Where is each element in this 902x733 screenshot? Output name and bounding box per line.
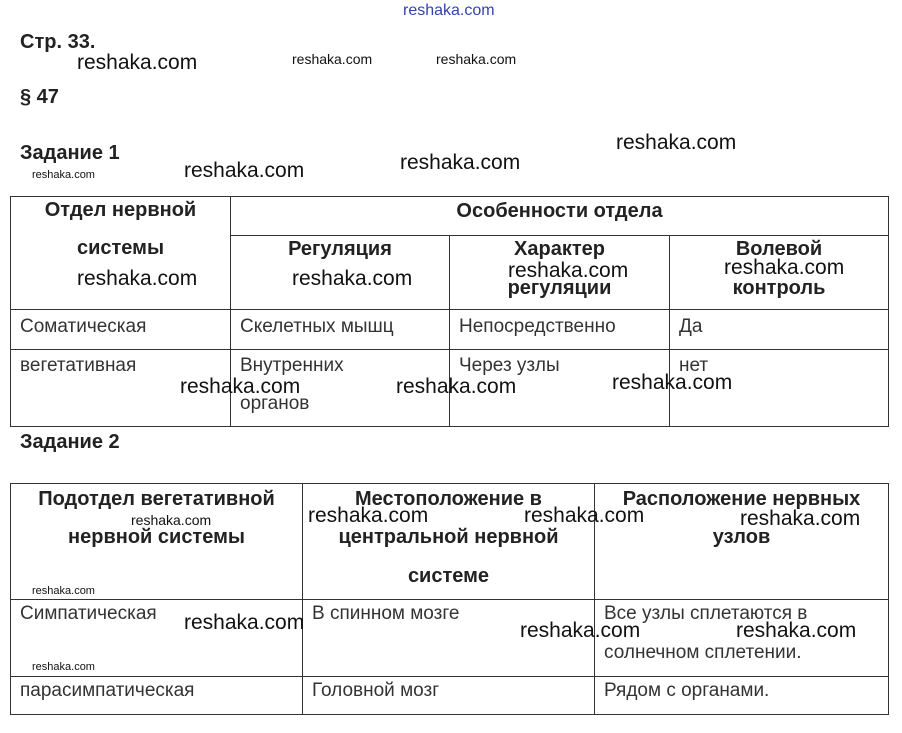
watermark: reshaka.com	[77, 267, 198, 290]
watermark: reshaka.com	[180, 375, 301, 398]
task2-title: Задание 2	[20, 431, 120, 453]
watermark: reshaka.com	[292, 267, 413, 290]
watermark: reshaka.com	[524, 504, 645, 527]
watermark: reshaka.com	[396, 375, 517, 398]
watermark: reshaka.com	[520, 619, 641, 642]
header-subdept: Подотдел вегетативной нервной системы	[11, 484, 303, 600]
table-row: Симпатическая В спинном мозге Все узлы сплетаются в солнечном сплетении.	[11, 600, 889, 677]
watermark-top: reshaka.com	[403, 2, 495, 19]
watermark: reshaka.com	[32, 661, 95, 673]
watermark: reshaka.com	[292, 51, 373, 67]
watermark: reshaka.com	[77, 51, 198, 74]
table-row: парасимпатическая Головной мозг Рядом с органами.	[11, 677, 889, 715]
page-number: Стр. 33.	[20, 31, 96, 53]
task1-title: Задание 1	[20, 142, 120, 164]
watermark: reshaka.com	[184, 611, 305, 634]
table-row: вегетативная Внутренних органов Через узлы нет	[11, 350, 889, 427]
watermark: reshaka.com	[724, 256, 845, 279]
header-character: Характер регуляции	[450, 236, 670, 310]
watermark: reshaka.com	[740, 507, 861, 530]
watermark: reshaka.com	[308, 504, 429, 527]
header-regulation: Регуляция	[231, 236, 450, 310]
watermark: reshaka.com	[736, 619, 857, 642]
watermark: reshaka.com	[436, 51, 517, 67]
header-dept: Отдел нервной системы	[11, 197, 231, 310]
watermark: reshaka.com	[184, 159, 305, 182]
header-nodes: Расположение нервных узлов	[595, 484, 889, 600]
header-control: Волевой контроль	[670, 236, 889, 310]
header-location: Местоположение в центральной нервной системе	[303, 484, 595, 600]
watermark: reshaka.com	[32, 169, 95, 181]
watermark: reshaka.com	[508, 259, 629, 282]
watermark: reshaka.com	[32, 585, 95, 597]
section-number: § 47	[20, 86, 59, 108]
watermark: reshaka.com	[616, 131, 737, 154]
watermark: reshaka.com	[612, 371, 733, 394]
watermark: reshaka.com	[400, 151, 521, 174]
table-row: Соматическая Скелетных мышц Непосредственно Да	[11, 310, 889, 350]
watermark: reshaka.com	[131, 512, 212, 528]
header-features: Особенности отдела	[231, 197, 889, 236]
